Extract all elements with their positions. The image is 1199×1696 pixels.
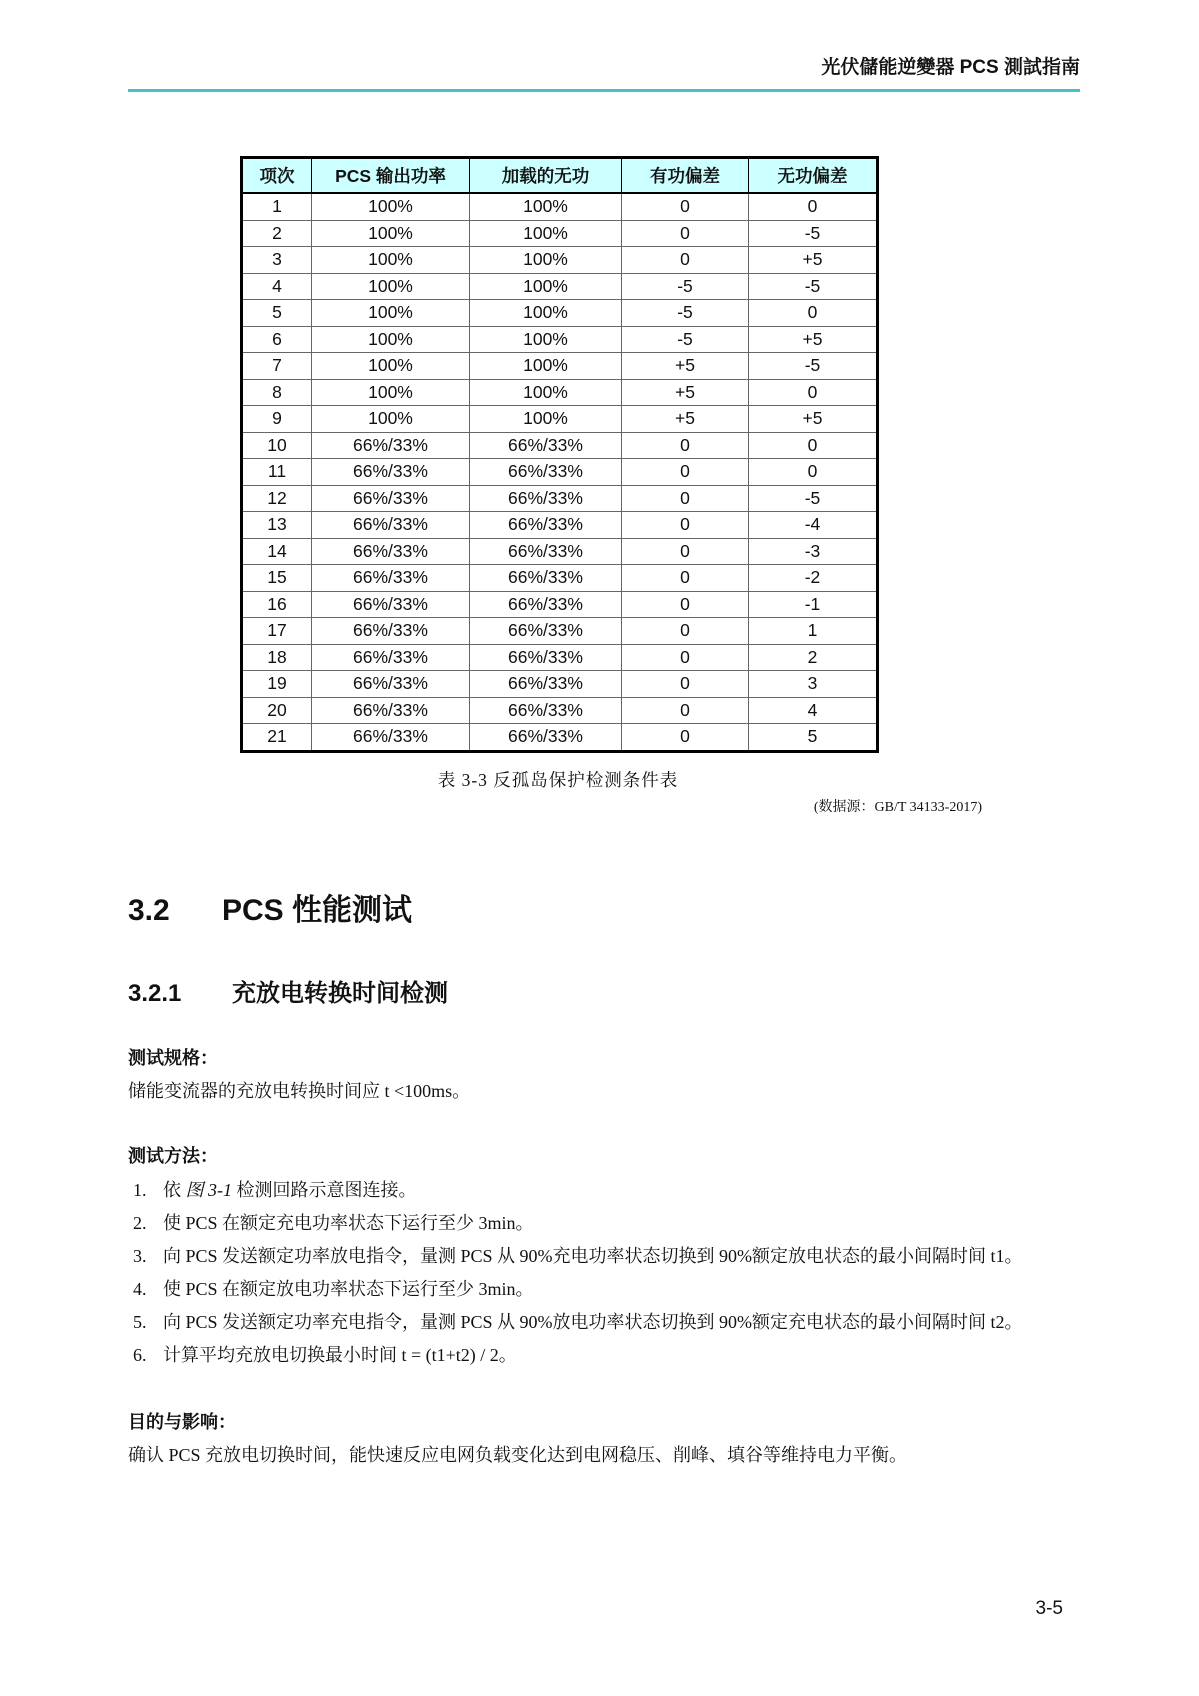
table-cell-active-dev: 0 (622, 485, 749, 512)
table-cell-index: 10 (242, 432, 312, 459)
table-cell-index: 1 (242, 193, 312, 220)
table-cell-active-dev: 0 (622, 193, 749, 220)
table-cell-index: 5 (242, 300, 312, 327)
section-title: PCS 性能测试 (222, 893, 413, 927)
table-cell-active-dev: 0 (622, 618, 749, 645)
table-cell-reactive-dev: 0 (749, 432, 878, 459)
table-cell-reactive-dev: -4 (749, 512, 878, 539)
purpose-text: 确认 PCS 充放电切换时间，能快速反应电网负载变化达到电网稳压、削峰、填谷等维持电力平衡。 (128, 1444, 908, 1465)
table-cell-reactive: 66%/33% (470, 565, 622, 592)
table-cell-active-dev: +5 (622, 379, 749, 406)
table-cell-reactive-dev: -3 (749, 538, 878, 565)
condition-table-wrap (240, 156, 876, 753)
table-cell-index: 19 (242, 671, 312, 698)
step-number: 4. (133, 1278, 147, 1299)
method-step (128, 1339, 1080, 1372)
subsection-title: 充放电转换时间检测 (232, 979, 448, 1007)
col-header-active-dev: 有功偏差 (622, 158, 749, 194)
section-heading (128, 894, 1080, 928)
table-cell-reactive: 100% (470, 300, 622, 327)
step-text (163, 1273, 1080, 1306)
step-text-pre: 计算平均充放电切换最小时间 t = (t1+t2) / 2。 (163, 1344, 517, 1365)
method-step (128, 1273, 1080, 1306)
table-cell-reactive: 66%/33% (470, 618, 622, 645)
step-text-pre: 向 PCS 发送额定功率充电指令，量测 PCS 从 90%放电功率状态切换到 90%额定充电状态的最小间隔时间 t2。 (163, 1311, 1023, 1332)
section-number: 3.2 (128, 893, 170, 927)
table-cell-reactive: 66%/33% (470, 538, 622, 565)
table-cell-reactive: 66%/33% (470, 459, 622, 486)
subsection-heading (128, 980, 1080, 1008)
table-cell-reactive: 100% (470, 273, 622, 300)
method-steps (128, 1174, 1080, 1372)
table-cell-reactive: 100% (470, 247, 622, 274)
table-cell-active-dev: 0 (622, 247, 749, 274)
table-cell-power: 100% (312, 406, 470, 433)
table-cell-power: 100% (312, 326, 470, 353)
table-cell-reactive: 66%/33% (470, 432, 622, 459)
col-header-power: PCS 输出功率 (312, 158, 470, 194)
step-text (163, 1339, 1080, 1372)
table-cell-reactive: 66%/33% (470, 512, 622, 539)
table-cell-index: 7 (242, 353, 312, 380)
table-cell-index: 9 (242, 406, 312, 433)
table-cell-reactive-dev: 3 (749, 671, 878, 698)
step-text-pre: 向 PCS 发送额定功率放电指令，量测 PCS 从 90%充电功率状态切换到 90%额定放电状态的最小间隔时间 t1。 (163, 1245, 1023, 1266)
table-cell-index: 13 (242, 512, 312, 539)
page-number: 3-5 (1035, 1598, 1063, 1619)
table-cell-active-dev: +5 (622, 406, 749, 433)
col-header-reactive: 加载的无功 (470, 158, 622, 194)
table-cell-index: 15 (242, 565, 312, 592)
subsection-number: 3.2.1 (128, 979, 182, 1007)
table-cell-reactive-dev: +5 (749, 406, 878, 433)
table-cell-active-dev: 0 (622, 220, 749, 247)
step-number: 6. (133, 1344, 147, 1365)
table-cell-index: 4 (242, 273, 312, 300)
table-cell-active-dev: 0 (622, 538, 749, 565)
table-cell-power: 66%/33% (312, 565, 470, 592)
table-row (242, 538, 878, 565)
purpose-label: 目的与影响： (128, 1411, 236, 1432)
table-cell-reactive-dev: +5 (749, 247, 878, 274)
table-cell-active-dev: -5 (622, 326, 749, 353)
table-cell-active-dev: 0 (622, 512, 749, 539)
table-row (242, 220, 878, 247)
table-caption: 表 3-3 反孤岛保护检测条件表 (437, 769, 679, 790)
table-cell-power: 100% (312, 247, 470, 274)
table-cell-reactive: 100% (470, 220, 622, 247)
table-row (242, 644, 878, 671)
table-source: (数据源：GB/T 34133-2017) (813, 799, 982, 815)
table-cell-power: 66%/33% (312, 485, 470, 512)
table-cell-power: 100% (312, 353, 470, 380)
table-cell-reactive-dev: -2 (749, 565, 878, 592)
method-step (128, 1240, 1080, 1273)
table-cell-power: 66%/33% (312, 432, 470, 459)
table-cell-power: 66%/33% (312, 671, 470, 698)
col-header-index: 项次 (242, 158, 312, 194)
table-cell-active-dev: -5 (622, 273, 749, 300)
table-cell-active-dev: 0 (622, 432, 749, 459)
table-cell-active-dev: -5 (622, 300, 749, 327)
table-cell-active-dev: 0 (622, 459, 749, 486)
table-cell-reactive-dev: 0 (749, 459, 878, 486)
spec-text: 储能变流器的充放电转换时间应 t <100ms。 (128, 1080, 471, 1101)
table-row (242, 432, 878, 459)
table-row (242, 326, 878, 353)
table-cell-reactive-dev: 5 (749, 724, 878, 752)
table-cell-reactive-dev: 0 (749, 193, 878, 220)
table-row (242, 591, 878, 618)
step-text-figure-ref: 图 3-1 (185, 1179, 232, 1200)
step-number: 1. (133, 1179, 147, 1200)
table-cell-power: 66%/33% (312, 644, 470, 671)
table-cell-index: 12 (242, 485, 312, 512)
table-cell-active-dev: 0 (622, 697, 749, 724)
table-cell-power: 66%/33% (312, 697, 470, 724)
table-body (242, 193, 878, 751)
table-cell-reactive-dev: 2 (749, 644, 878, 671)
table-cell-index: 2 (242, 220, 312, 247)
col-header-reactive-dev: 无功偏差 (749, 158, 878, 194)
table-cell-power: 66%/33% (312, 618, 470, 645)
table-cell-reactive: 66%/33% (470, 485, 622, 512)
table-cell-reactive: 66%/33% (470, 697, 622, 724)
table-cell-power: 66%/33% (312, 512, 470, 539)
table-cell-power: 66%/33% (312, 459, 470, 486)
table-cell-power: 66%/33% (312, 591, 470, 618)
table-cell-index: 11 (242, 459, 312, 486)
table-cell-index: 18 (242, 644, 312, 671)
table-cell-reactive: 100% (470, 326, 622, 353)
table-cell-active-dev: 0 (622, 565, 749, 592)
method-step (128, 1306, 1080, 1339)
table-cell-reactive-dev: -5 (749, 353, 878, 380)
table-cell-reactive-dev: -5 (749, 485, 878, 512)
table-cell-power: 100% (312, 193, 470, 220)
table-row (242, 485, 878, 512)
table-cell-index: 6 (242, 326, 312, 353)
table-cell-power: 100% (312, 300, 470, 327)
table-cell-reactive-dev: -5 (749, 220, 878, 247)
step-text-pre: 使 PCS 在额定充电功率状态下运行至少 3min。 (163, 1212, 534, 1233)
table-cell-index: 17 (242, 618, 312, 645)
step-text-pre: 使 PCS 在额定放电功率状态下运行至少 3min。 (163, 1278, 534, 1299)
table-cell-index: 14 (242, 538, 312, 565)
running-header-title: 光伏儲能逆變器 PCS 測試指南 (821, 57, 1080, 78)
table-row (242, 565, 878, 592)
condition-table (240, 156, 879, 753)
table-cell-power: 66%/33% (312, 538, 470, 565)
table-cell-reactive-dev: 4 (749, 697, 878, 724)
table-cell-active-dev: +5 (622, 353, 749, 380)
table-row (242, 353, 878, 380)
table-cell-reactive: 66%/33% (470, 591, 622, 618)
step-text (163, 1240, 1080, 1273)
table-row (242, 300, 878, 327)
step-text (163, 1174, 1080, 1207)
table-row (242, 671, 878, 698)
spec-label: 测试规格： (128, 1047, 218, 1068)
table-cell-reactive-dev: -5 (749, 273, 878, 300)
method-step (128, 1174, 1080, 1207)
table-cell-reactive-dev: 0 (749, 300, 878, 327)
table-cell-reactive-dev: +5 (749, 326, 878, 353)
table-cell-reactive: 100% (470, 379, 622, 406)
table-row (242, 273, 878, 300)
table-cell-active-dev: 0 (622, 724, 749, 752)
table-cell-index: 3 (242, 247, 312, 274)
table-row (242, 724, 878, 752)
running-header (128, 56, 1080, 92)
table-cell-reactive-dev: 0 (749, 379, 878, 406)
table-row (242, 379, 878, 406)
table-cell-active-dev: 0 (622, 644, 749, 671)
step-text-pre: 依 (163, 1179, 186, 1200)
step-text-post: 检测回路示意图连接。 (232, 1179, 417, 1200)
table-cell-reactive: 100% (470, 193, 622, 220)
table-cell-reactive: 100% (470, 353, 622, 380)
step-number: 2. (133, 1212, 147, 1233)
table-cell-reactive-dev: -1 (749, 591, 878, 618)
step-number: 3. (133, 1245, 147, 1266)
table-row (242, 406, 878, 433)
table-row (242, 459, 878, 486)
table-row (242, 512, 878, 539)
table-cell-index: 8 (242, 379, 312, 406)
table-cell-index: 21 (242, 724, 312, 752)
table-row (242, 697, 878, 724)
step-number: 5. (133, 1311, 147, 1332)
table-cell-power: 100% (312, 273, 470, 300)
method-label: 测试方法： (128, 1145, 218, 1166)
table-cell-reactive-dev: 1 (749, 618, 878, 645)
step-text (163, 1306, 1080, 1339)
table-cell-power: 100% (312, 220, 470, 247)
table-cell-reactive: 66%/33% (470, 644, 622, 671)
table-cell-active-dev: 0 (622, 671, 749, 698)
table-cell-reactive: 66%/33% (470, 724, 622, 752)
table-cell-index: 20 (242, 697, 312, 724)
table-row (242, 618, 878, 645)
table-cell-reactive: 100% (470, 406, 622, 433)
table-header-row (242, 158, 878, 194)
table-cell-index: 16 (242, 591, 312, 618)
table-cell-power: 66%/33% (312, 724, 470, 752)
table-row (242, 247, 878, 274)
step-text (163, 1207, 1080, 1240)
table-cell-power: 100% (312, 379, 470, 406)
table-cell-active-dev: 0 (622, 591, 749, 618)
method-step (128, 1207, 1080, 1240)
table-row (242, 193, 878, 220)
table-cell-reactive: 66%/33% (470, 671, 622, 698)
